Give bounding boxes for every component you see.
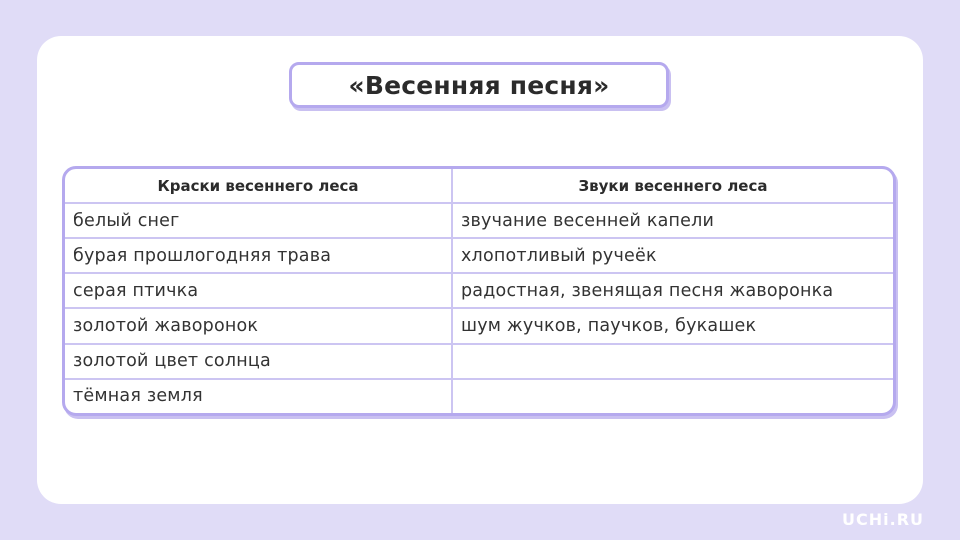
cell-sound: радостная, звенящая песня жаворонка bbox=[452, 273, 893, 308]
table-row bbox=[65, 273, 893, 308]
cell-color: белый снег bbox=[65, 203, 452, 238]
page-title: «Весенняя песня» bbox=[348, 70, 610, 100]
cell-color: серая птичка bbox=[65, 273, 452, 308]
cell-sound bbox=[452, 344, 893, 379]
cell-color: золотой цвет солнца bbox=[65, 344, 452, 379]
uchi-logo: UCHi.RU bbox=[842, 510, 924, 529]
cell-color: бурая прошлогодняя трава bbox=[65, 238, 452, 273]
cell-sound: шум жучков, паучков, букашек bbox=[452, 308, 893, 343]
cell-color: тёмная земля bbox=[65, 379, 452, 413]
table-row bbox=[65, 344, 893, 379]
table-row bbox=[65, 308, 893, 343]
table-row bbox=[65, 238, 893, 273]
comparison-table-frame bbox=[62, 166, 896, 416]
cell-color: золотой жаворонок bbox=[65, 308, 452, 343]
table-row bbox=[65, 379, 893, 413]
header-colors: Краски весеннего леса bbox=[65, 169, 452, 203]
header-sounds: Звуки весеннего леса bbox=[452, 169, 893, 203]
cell-sound bbox=[452, 379, 893, 413]
comparison-table bbox=[65, 169, 893, 413]
cell-sound: хлопотливый ручеёк bbox=[452, 238, 893, 273]
cell-sound: звучание весенней капели bbox=[452, 203, 893, 238]
table-row bbox=[65, 203, 893, 238]
title-box bbox=[289, 62, 669, 108]
table-header-row bbox=[65, 169, 893, 203]
